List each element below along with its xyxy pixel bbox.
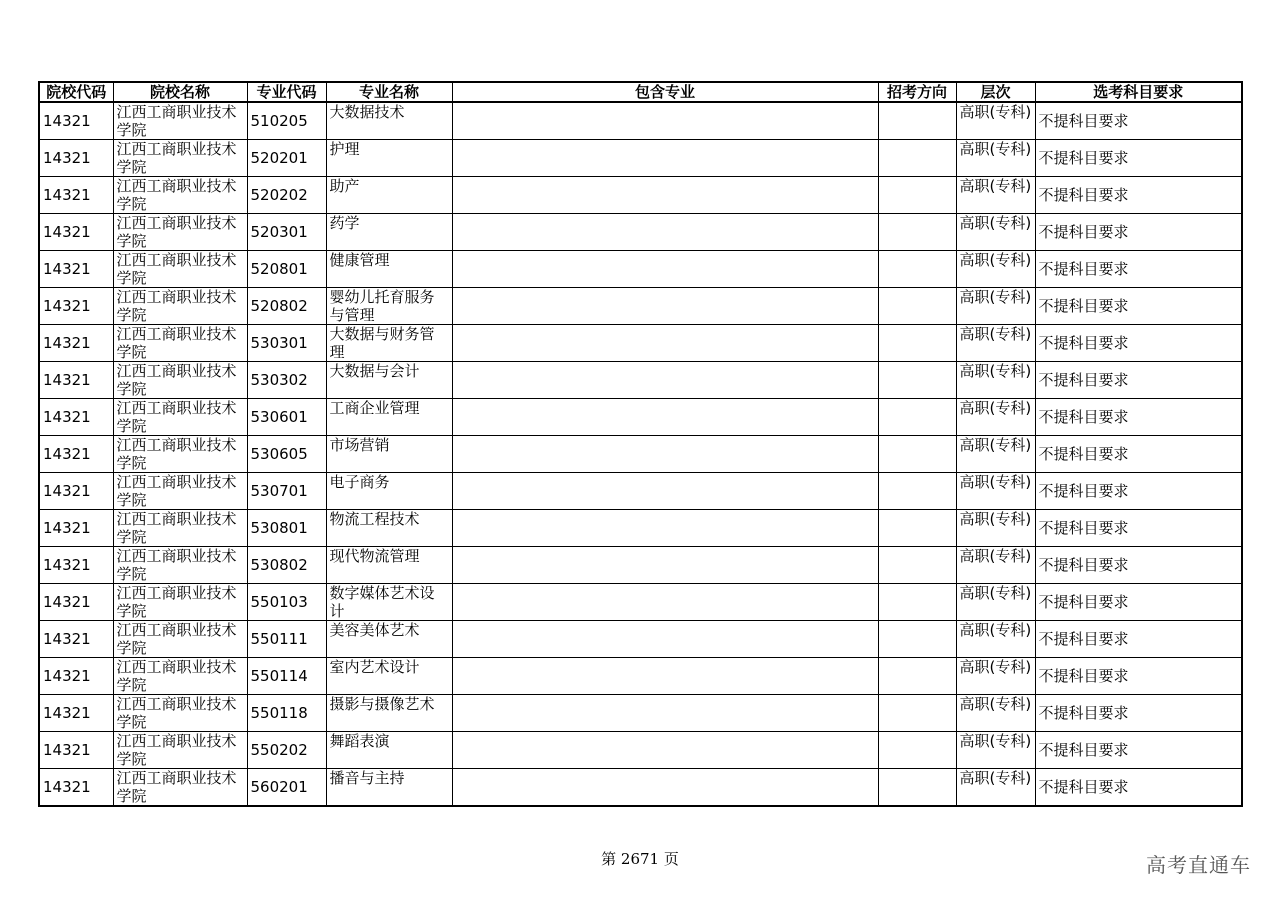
school-code-cell: 14321 bbox=[39, 769, 113, 807]
subject-requirement-cell: 不提科目要求 bbox=[1035, 436, 1242, 473]
header-row bbox=[39, 82, 1242, 102]
major-code-cell: 520301 bbox=[247, 214, 326, 251]
included-majors-cell bbox=[452, 584, 878, 621]
major-name-cell: 摄影与摄像艺术 bbox=[326, 695, 452, 732]
school-code-cell: 14321 bbox=[39, 510, 113, 547]
major-name-cell: 工商企业管理 bbox=[326, 399, 452, 436]
school-name-cell: 江西工商职业技术学院 bbox=[113, 732, 247, 769]
included-majors-cell bbox=[452, 473, 878, 510]
direction-cell bbox=[878, 695, 956, 732]
included-majors-cell bbox=[452, 436, 878, 473]
school-code-cell: 14321 bbox=[39, 695, 113, 732]
level-cell: 高职(专科) bbox=[956, 621, 1035, 658]
included-majors-cell bbox=[452, 251, 878, 288]
major-code-cell: 550114 bbox=[247, 658, 326, 695]
included-majors-cell bbox=[452, 399, 878, 436]
level-cell: 高职(专科) bbox=[956, 658, 1035, 695]
subject-requirement-cell: 不提科目要求 bbox=[1035, 102, 1242, 140]
subject-requirement-cell: 不提科目要求 bbox=[1035, 177, 1242, 214]
table-row bbox=[39, 584, 1242, 621]
school-name-cell: 江西工商职业技术学院 bbox=[113, 510, 247, 547]
major-name-cell: 物流工程技术 bbox=[326, 510, 452, 547]
level-cell: 高职(专科) bbox=[956, 436, 1035, 473]
level-cell: 高职(专科) bbox=[956, 769, 1035, 807]
school-name-cell: 江西工商职业技术学院 bbox=[113, 547, 247, 584]
table-row bbox=[39, 658, 1242, 695]
school-name-cell: 江西工商职业技术学院 bbox=[113, 325, 247, 362]
school-name-cell: 江西工商职业技术学院 bbox=[113, 140, 247, 177]
direction-cell bbox=[878, 510, 956, 547]
major-code-cell: 510205 bbox=[247, 102, 326, 140]
level-cell: 高职(专科) bbox=[956, 473, 1035, 510]
major-code-cell: 530802 bbox=[247, 547, 326, 584]
direction-cell bbox=[878, 251, 956, 288]
school-code-cell: 14321 bbox=[39, 325, 113, 362]
subject-requirement-cell: 不提科目要求 bbox=[1035, 288, 1242, 325]
table-row bbox=[39, 214, 1242, 251]
level-cell: 高职(专科) bbox=[956, 510, 1035, 547]
subject-requirement-cell: 不提科目要求 bbox=[1035, 325, 1242, 362]
school-code-cell: 14321 bbox=[39, 732, 113, 769]
direction-cell bbox=[878, 436, 956, 473]
school-name-cell: 江西工商职业技术学院 bbox=[113, 251, 247, 288]
school-name-cell: 江西工商职业技术学院 bbox=[113, 436, 247, 473]
direction-cell bbox=[878, 288, 956, 325]
direction-cell bbox=[878, 140, 956, 177]
school-code-cell: 14321 bbox=[39, 584, 113, 621]
header-col-level: 层次 bbox=[956, 82, 1035, 102]
major-code-cell: 550202 bbox=[247, 732, 326, 769]
subject-requirement-cell: 不提科目要求 bbox=[1035, 510, 1242, 547]
table-row bbox=[39, 102, 1242, 140]
direction-cell bbox=[878, 102, 956, 140]
subject-requirement-cell: 不提科目要求 bbox=[1035, 214, 1242, 251]
school-code-cell: 14321 bbox=[39, 436, 113, 473]
included-majors-cell bbox=[452, 140, 878, 177]
table-row bbox=[39, 732, 1242, 769]
subject-requirement-cell: 不提科目要求 bbox=[1035, 547, 1242, 584]
included-majors-cell bbox=[452, 695, 878, 732]
level-cell: 高职(专科) bbox=[956, 547, 1035, 584]
school-name-cell: 江西工商职业技术学院 bbox=[113, 214, 247, 251]
table-row bbox=[39, 510, 1242, 547]
header-col-major-code: 专业代码 bbox=[247, 82, 326, 102]
table-row bbox=[39, 547, 1242, 584]
table-row bbox=[39, 473, 1242, 510]
major-name-cell: 婴幼儿托育服务与管理 bbox=[326, 288, 452, 325]
direction-cell bbox=[878, 177, 956, 214]
major-name-cell: 现代物流管理 bbox=[326, 547, 452, 584]
level-cell: 高职(专科) bbox=[956, 732, 1035, 769]
major-code-cell: 520802 bbox=[247, 288, 326, 325]
included-majors-cell bbox=[452, 621, 878, 658]
included-majors-cell bbox=[452, 288, 878, 325]
table-row bbox=[39, 251, 1242, 288]
school-name-cell: 江西工商职业技术学院 bbox=[113, 584, 247, 621]
school-name-cell: 江西工商职业技术学院 bbox=[113, 695, 247, 732]
level-cell: 高职(专科) bbox=[956, 288, 1035, 325]
school-name-cell: 江西工商职业技术学院 bbox=[113, 399, 247, 436]
major-code-cell: 530605 bbox=[247, 436, 326, 473]
table-row bbox=[39, 177, 1242, 214]
major-name-cell: 药学 bbox=[326, 214, 452, 251]
school-name-cell: 江西工商职业技术学院 bbox=[113, 177, 247, 214]
subject-requirement-cell: 不提科目要求 bbox=[1035, 732, 1242, 769]
school-code-cell: 14321 bbox=[39, 251, 113, 288]
included-majors-cell bbox=[452, 177, 878, 214]
major-code-cell: 560201 bbox=[247, 769, 326, 807]
major-name-cell: 数字媒体艺术设计 bbox=[326, 584, 452, 621]
major-code-cell: 530301 bbox=[247, 325, 326, 362]
table-row bbox=[39, 436, 1242, 473]
subject-requirement-cell: 不提科目要求 bbox=[1035, 621, 1242, 658]
included-majors-cell bbox=[452, 547, 878, 584]
included-majors-cell bbox=[452, 658, 878, 695]
direction-cell bbox=[878, 362, 956, 399]
major-name-cell: 舞蹈表演 bbox=[326, 732, 452, 769]
subject-requirement-cell: 不提科目要求 bbox=[1035, 399, 1242, 436]
school-name-cell: 江西工商职业技术学院 bbox=[113, 102, 247, 140]
direction-cell bbox=[878, 214, 956, 251]
school-code-cell: 14321 bbox=[39, 177, 113, 214]
school-code-cell: 14321 bbox=[39, 547, 113, 584]
included-majors-cell bbox=[452, 769, 878, 807]
subject-requirement-cell: 不提科目要求 bbox=[1035, 362, 1242, 399]
subject-requirement-cell: 不提科目要求 bbox=[1035, 473, 1242, 510]
level-cell: 高职(专科) bbox=[956, 140, 1035, 177]
major-name-cell: 助产 bbox=[326, 177, 452, 214]
direction-cell bbox=[878, 621, 956, 658]
subject-requirement-cell: 不提科目要求 bbox=[1035, 584, 1242, 621]
major-name-cell: 大数据技术 bbox=[326, 102, 452, 140]
direction-cell bbox=[878, 325, 956, 362]
included-majors-cell bbox=[452, 510, 878, 547]
header-col-school-name: 院校名称 bbox=[113, 82, 247, 102]
level-cell: 高职(专科) bbox=[956, 251, 1035, 288]
major-code-cell: 550118 bbox=[247, 695, 326, 732]
school-code-cell: 14321 bbox=[39, 473, 113, 510]
school-name-cell: 江西工商职业技术学院 bbox=[113, 621, 247, 658]
header-col-subject-requirement: 选考科目要求 bbox=[1035, 82, 1242, 102]
direction-cell bbox=[878, 399, 956, 436]
level-cell: 高职(专科) bbox=[956, 399, 1035, 436]
major-name-cell: 播音与主持 bbox=[326, 769, 452, 807]
direction-cell bbox=[878, 584, 956, 621]
direction-cell bbox=[878, 732, 956, 769]
major-code-cell: 530701 bbox=[247, 473, 326, 510]
table-row bbox=[39, 621, 1242, 658]
direction-cell bbox=[878, 658, 956, 695]
table-body bbox=[39, 102, 1242, 806]
included-majors-cell bbox=[452, 325, 878, 362]
school-code-cell: 14321 bbox=[39, 399, 113, 436]
level-cell: 高职(专科) bbox=[956, 695, 1035, 732]
major-name-cell: 健康管理 bbox=[326, 251, 452, 288]
major-code-cell: 530302 bbox=[247, 362, 326, 399]
major-name-cell: 大数据与会计 bbox=[326, 362, 452, 399]
level-cell: 高职(专科) bbox=[956, 177, 1035, 214]
school-code-cell: 14321 bbox=[39, 214, 113, 251]
subject-requirement-cell: 不提科目要求 bbox=[1035, 658, 1242, 695]
subject-requirement-cell: 不提科目要求 bbox=[1035, 140, 1242, 177]
major-code-cell: 550103 bbox=[247, 584, 326, 621]
included-majors-cell bbox=[452, 102, 878, 140]
major-name-cell: 护理 bbox=[326, 140, 452, 177]
school-name-cell: 江西工商职业技术学院 bbox=[113, 658, 247, 695]
level-cell: 高职(专科) bbox=[956, 362, 1035, 399]
major-code-cell: 520801 bbox=[247, 251, 326, 288]
included-majors-cell bbox=[452, 362, 878, 399]
direction-cell bbox=[878, 547, 956, 584]
table-row bbox=[39, 362, 1242, 399]
major-name-cell: 市场营销 bbox=[326, 436, 452, 473]
school-code-cell: 14321 bbox=[39, 621, 113, 658]
major-name-cell: 大数据与财务管理 bbox=[326, 325, 452, 362]
major-name-cell: 电子商务 bbox=[326, 473, 452, 510]
included-majors-cell bbox=[452, 732, 878, 769]
admissions-table bbox=[38, 81, 1243, 807]
level-cell: 高职(专科) bbox=[956, 102, 1035, 140]
school-code-cell: 14321 bbox=[39, 140, 113, 177]
level-cell: 高职(专科) bbox=[956, 214, 1035, 251]
major-name-cell: 室内艺术设计 bbox=[326, 658, 452, 695]
major-code-cell: 530601 bbox=[247, 399, 326, 436]
subject-requirement-cell: 不提科目要求 bbox=[1035, 695, 1242, 732]
major-code-cell: 550111 bbox=[247, 621, 326, 658]
table-row bbox=[39, 769, 1242, 807]
table-row bbox=[39, 288, 1242, 325]
table-row bbox=[39, 325, 1242, 362]
table-row bbox=[39, 140, 1242, 177]
table-row bbox=[39, 399, 1242, 436]
table-header bbox=[39, 82, 1242, 102]
direction-cell bbox=[878, 473, 956, 510]
school-code-cell: 14321 bbox=[39, 102, 113, 140]
page-number: 第 2671 页 bbox=[601, 850, 679, 868]
included-majors-cell bbox=[452, 214, 878, 251]
header-col-direction: 招考方向 bbox=[878, 82, 956, 102]
level-cell: 高职(专科) bbox=[956, 584, 1035, 621]
school-name-cell: 江西工商职业技术学院 bbox=[113, 473, 247, 510]
school-name-cell: 江西工商职业技术学院 bbox=[113, 362, 247, 399]
school-name-cell: 江西工商职业技术学院 bbox=[113, 769, 247, 807]
subject-requirement-cell: 不提科目要求 bbox=[1035, 769, 1242, 807]
major-code-cell: 520202 bbox=[247, 177, 326, 214]
school-code-cell: 14321 bbox=[39, 288, 113, 325]
major-name-cell: 美容美体艺术 bbox=[326, 621, 452, 658]
direction-cell bbox=[878, 769, 956, 807]
header-col-included-majors: 包含专业 bbox=[452, 82, 878, 102]
watermark-text: 高考直通车 bbox=[1146, 853, 1251, 877]
major-code-cell: 530801 bbox=[247, 510, 326, 547]
header-col-school-code: 院校代码 bbox=[39, 82, 113, 102]
subject-requirement-cell: 不提科目要求 bbox=[1035, 251, 1242, 288]
major-code-cell: 520201 bbox=[247, 140, 326, 177]
level-cell: 高职(专科) bbox=[956, 325, 1035, 362]
school-code-cell: 14321 bbox=[39, 362, 113, 399]
school-code-cell: 14321 bbox=[39, 658, 113, 695]
header-col-major-name: 专业名称 bbox=[326, 82, 452, 102]
table-row bbox=[39, 695, 1242, 732]
school-name-cell: 江西工商职业技术学院 bbox=[113, 288, 247, 325]
